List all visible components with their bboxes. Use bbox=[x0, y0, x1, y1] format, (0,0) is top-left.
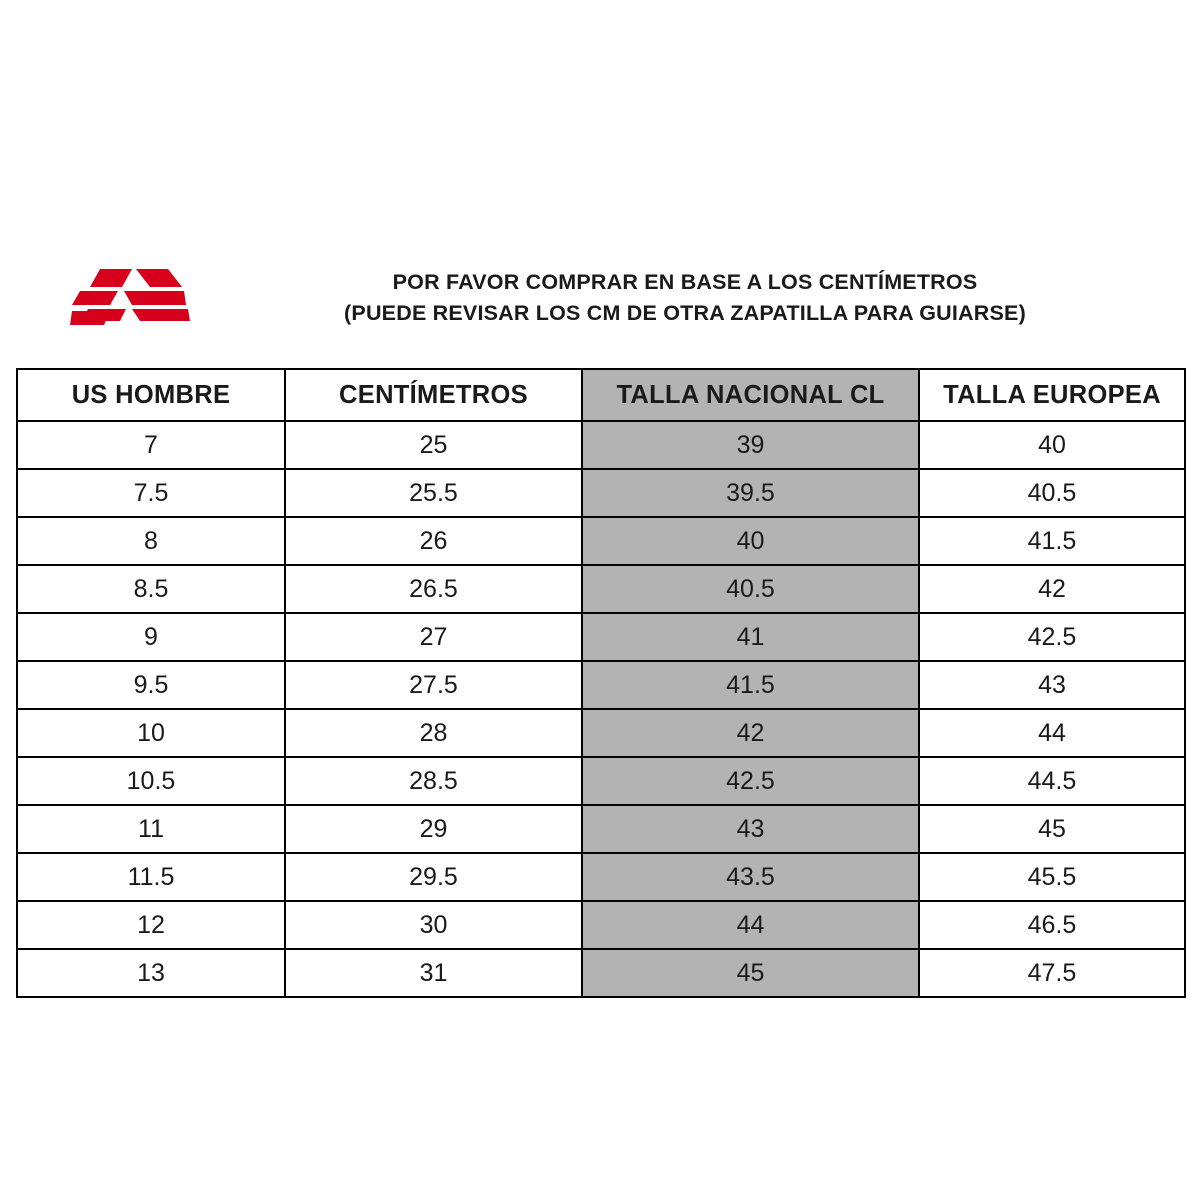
column-header-talla-nacional-cl: TALLA NACIONAL CL bbox=[582, 369, 919, 421]
cell-cl: 39 bbox=[582, 421, 919, 469]
cell-eu: 41.5 bbox=[919, 517, 1185, 565]
cell-eu: 42 bbox=[919, 565, 1185, 613]
cell-eu: 40.5 bbox=[919, 469, 1185, 517]
logo-container bbox=[0, 267, 250, 329]
new-balance-logo-icon bbox=[70, 267, 190, 329]
cell-eu: 43 bbox=[919, 661, 1185, 709]
cell-cm: 25.5 bbox=[285, 469, 582, 517]
table-row bbox=[17, 949, 1185, 997]
cell-cl: 40.5 bbox=[582, 565, 919, 613]
cell-eu: 47.5 bbox=[919, 949, 1185, 997]
cell-cl: 41.5 bbox=[582, 661, 919, 709]
cell-cl: 42.5 bbox=[582, 757, 919, 805]
cell-cm: 27 bbox=[285, 613, 582, 661]
table-row bbox=[17, 613, 1185, 661]
table-row bbox=[17, 565, 1185, 613]
table-body bbox=[17, 421, 1185, 997]
table-row bbox=[17, 709, 1185, 757]
cell-eu: 46.5 bbox=[919, 901, 1185, 949]
size-conversion-table bbox=[16, 368, 1186, 998]
table-row bbox=[17, 421, 1185, 469]
cell-cm: 30 bbox=[285, 901, 582, 949]
cell-cm: 26 bbox=[285, 517, 582, 565]
cell-cl: 44 bbox=[582, 901, 919, 949]
cell-cl: 43.5 bbox=[582, 853, 919, 901]
cell-cm: 26.5 bbox=[285, 565, 582, 613]
table-row bbox=[17, 901, 1185, 949]
page-title-line-2: (PUEDE REVISAR LOS CM DE OTRA ZAPATILLA PARA GUIARSE) bbox=[344, 301, 1026, 325]
cell-us: 12 bbox=[17, 901, 285, 949]
cell-cl: 45 bbox=[582, 949, 919, 997]
cell-cm: 31 bbox=[285, 949, 582, 997]
table-row bbox=[17, 805, 1185, 853]
cell-eu: 45.5 bbox=[919, 853, 1185, 901]
table-row bbox=[17, 517, 1185, 565]
column-header-us-hombre: US HOMBRE bbox=[17, 369, 285, 421]
cell-us: 8 bbox=[17, 517, 285, 565]
cell-cm: 29.5 bbox=[285, 853, 582, 901]
cell-eu: 45 bbox=[919, 805, 1185, 853]
column-header-centimetros: CENTÍMETROS bbox=[285, 369, 582, 421]
cell-eu: 42.5 bbox=[919, 613, 1185, 661]
cell-us: 9 bbox=[17, 613, 285, 661]
cell-cl: 43 bbox=[582, 805, 919, 853]
cell-cl: 40 bbox=[582, 517, 919, 565]
cell-us: 13 bbox=[17, 949, 285, 997]
table-header-row bbox=[17, 369, 1185, 421]
cell-us: 11.5 bbox=[17, 853, 285, 901]
cell-us: 10 bbox=[17, 709, 285, 757]
table-row bbox=[17, 757, 1185, 805]
cell-cl: 39.5 bbox=[582, 469, 919, 517]
cell-us: 10.5 bbox=[17, 757, 285, 805]
cell-us: 9.5 bbox=[17, 661, 285, 709]
page-title-line-1: POR FAVOR COMPRAR EN BASE A LOS CENTÍMETROS bbox=[392, 270, 978, 295]
cell-us: 8.5 bbox=[17, 565, 285, 613]
cell-us: 7.5 bbox=[17, 469, 285, 517]
cell-cm: 25 bbox=[285, 421, 582, 469]
table-row bbox=[17, 469, 1185, 517]
cell-us: 7 bbox=[17, 421, 285, 469]
table-row bbox=[17, 853, 1185, 901]
cell-us: 11 bbox=[17, 805, 285, 853]
document-header bbox=[0, 248, 1200, 348]
cell-eu: 44.5 bbox=[919, 757, 1185, 805]
cell-cl: 41 bbox=[582, 613, 919, 661]
cell-eu: 44 bbox=[919, 709, 1185, 757]
cell-cm: 28 bbox=[285, 709, 582, 757]
cell-cl: 42 bbox=[582, 709, 919, 757]
cell-cm: 28.5 bbox=[285, 757, 582, 805]
column-header-talla-europea: TALLA EUROPEA bbox=[919, 369, 1185, 421]
cell-cm: 27.5 bbox=[285, 661, 582, 709]
cell-eu: 40 bbox=[919, 421, 1185, 469]
title-block bbox=[250, 267, 1200, 328]
cell-cm: 29 bbox=[285, 805, 582, 853]
table-row bbox=[17, 661, 1185, 709]
size-table-container bbox=[16, 368, 1184, 998]
